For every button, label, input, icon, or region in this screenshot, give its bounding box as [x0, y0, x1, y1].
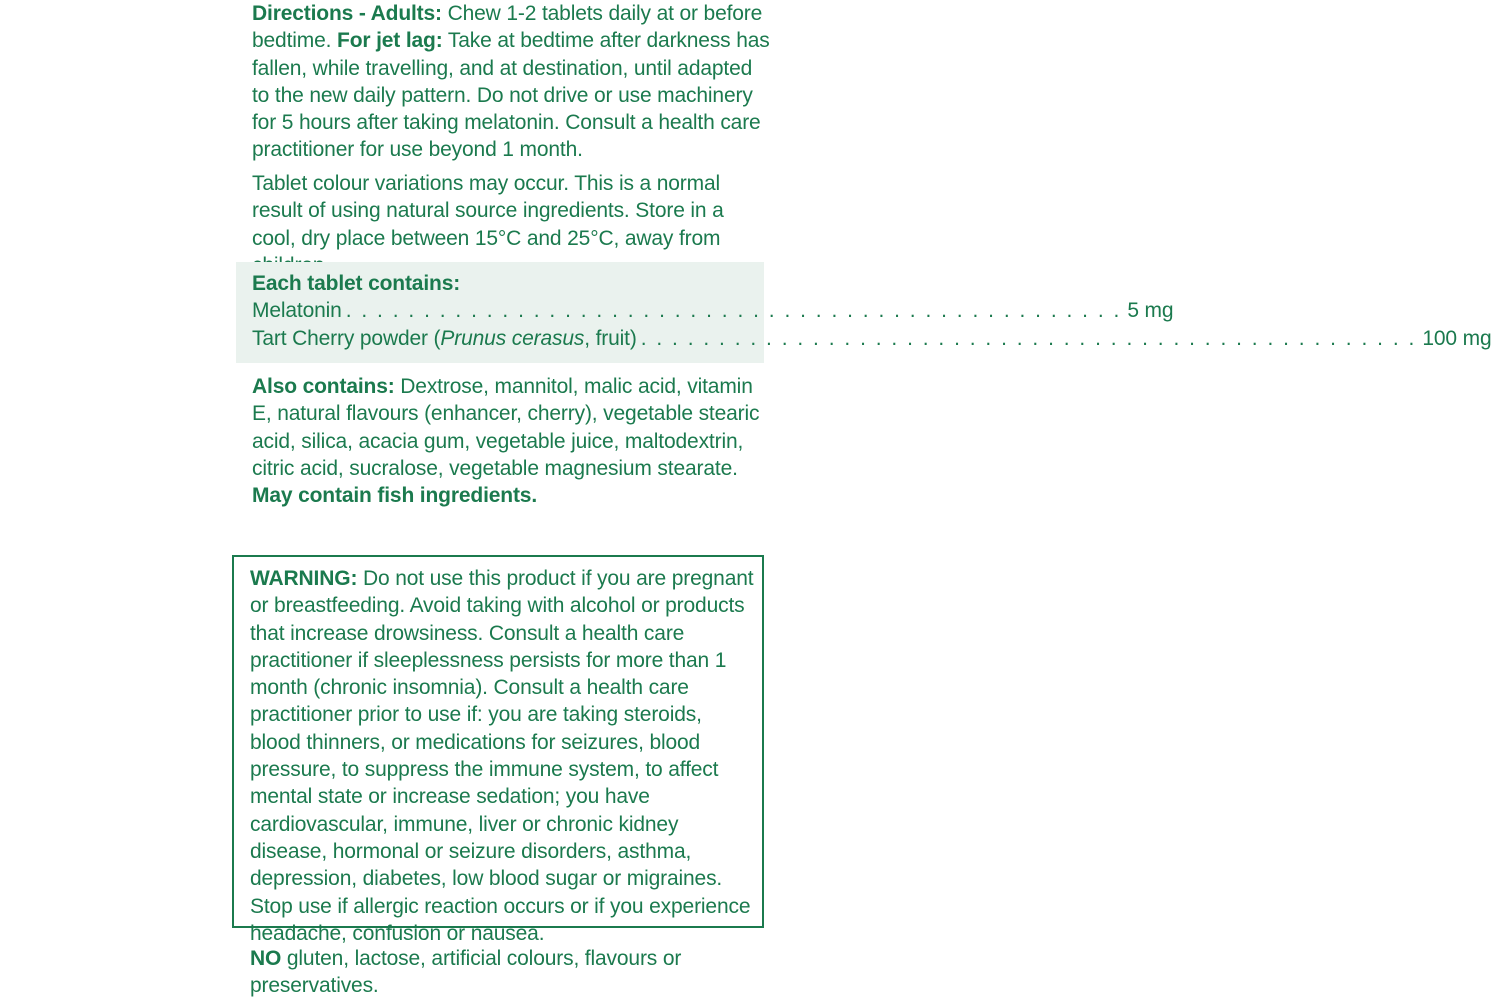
ingredient-row-tart-cherry [252, 325, 1491, 352]
jet-lag-heading: For jet lag: [337, 29, 443, 53]
warning-section [250, 565, 755, 947]
warning-text [250, 565, 755, 947]
free-of-list: gluten, lactose, artificial colours, flavours or preservatives. [250, 947, 682, 998]
directions-section [252, 0, 772, 164]
directions-heading: Directions - Adults: [252, 2, 442, 25]
allergen-statement: May contain fish ingredients. [252, 484, 538, 508]
ingredient-latin-name: Prunus cerasus [440, 326, 585, 350]
free-of-section [250, 945, 770, 1000]
directions-text [252, 0, 772, 164]
also-contains-text [252, 373, 772, 482]
dot-leader: . . . . . . . . . . . . . . . . . . . . . . . . . . . . . . . . . . . . . . . . . . . . . . . . . . [640, 326, 1417, 350]
storage-text: Tablet colour variations may occur. This is a normal result of using natural source ingredients. Store in a cool, dry place between 15°C and 25°C, away from [252, 172, 724, 250]
ingredient-name: Melatonin [252, 299, 342, 323]
directions-adult-dosage: Chew 1-2 tablets daily at or before bedtime. [252, 2, 763, 53]
free-of-heading: NO [250, 947, 282, 970]
ingredient-amount: 5 mg [1127, 299, 1174, 323]
jet-lag-directions: Take at bedtime after darkness has fallen, while travelling, and at destination, until adapted to the new daily pattern. Do not drive or use machinery for 5 hours after taking melatonin. Consult a health care practitioner for use beyond 1 month. [252, 29, 770, 162]
warning-body: Do not use this product if you are pregnant or breastfeeding. Avoid taking with alcohol or products that increase drowsiness. Consult a health care practitioner if sleeplessness persists for more than 1 month (chronic insomnia). Consult a health care practitioner prior to use if: you are taking steroids, blood thinners, or medications for seizures, blood pressure, to suppress the immune system, to affect mental state or increase sedation; you have cardiovascular, immune, liver or chronic kidney disease, hormonal or seizure disorders, asthma, depression, diabetes, low blood sugar or migraines. Stop use if allergic reaction occurs or if you experience headache, confusion or nausea. [250, 567, 754, 945]
tablet-contents-section [252, 270, 1491, 352]
contents-heading: Each tablet contains: [252, 272, 461, 295]
ingredient-amount: 100 mg [1422, 326, 1491, 350]
dot-leader: . . . . . . . . . . . . . . . . . . . . . . . . . . . . . . . . . . . . . . . . . . . . . . . . . . [345, 299, 1122, 323]
ingredient-row-melatonin [252, 297, 1174, 324]
free-of-text [250, 945, 770, 1000]
ingredient-name: Tart Cherry powder (Prunus cerasus, fruit) [252, 326, 637, 350]
non-medicinal-ingredients: Dextrose, mannitol, malic acid, vitamin E, natural flavours (enhancer, cherry), vegetable stearic acid, silica, acacia gum, vegetable juice, maltodextrin, citric acid, sucralose, vegetable magnesium stearate. [252, 375, 760, 480]
warning-heading: WARNING: [250, 567, 358, 590]
also-contains-heading: Also contains: [252, 375, 395, 398]
also-contains-section [252, 373, 772, 509]
